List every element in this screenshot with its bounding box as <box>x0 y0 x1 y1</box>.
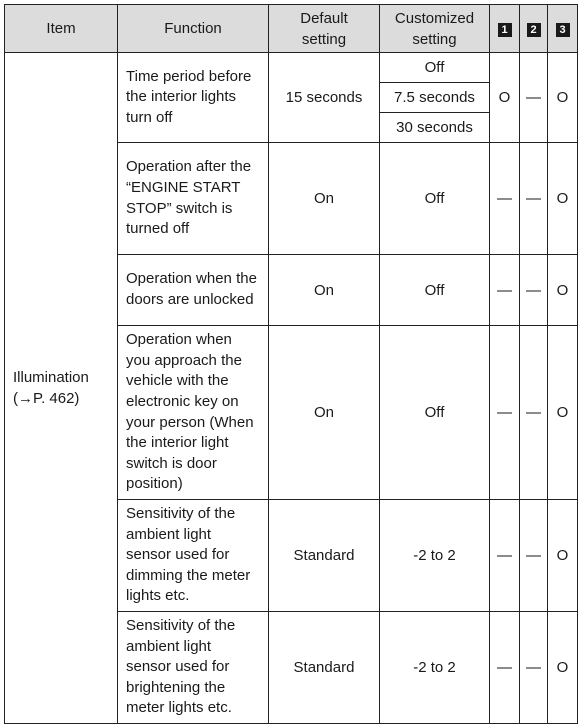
badge-2-icon: 2 <box>527 23 541 37</box>
mark-1-cell: — <box>490 612 520 724</box>
customized-cell: 30 seconds <box>380 113 490 143</box>
mark-1-cell: — <box>490 143 520 255</box>
mark-1-cell: O <box>490 53 520 143</box>
function-cell: Sensitivity of the ambient light sensor used for brightening the meter lights etc. <box>118 612 269 724</box>
function-cell: Operation after the “ENGINE START STOP” switch is turned off <box>118 143 269 255</box>
customized-cell: -2 to 2 <box>380 612 490 724</box>
function-cell: Sensitivity of the ambient light sensor used for dimming the meter lights etc. <box>118 500 269 612</box>
function-cell: Operation when you approach the vehicle with the electronic key on your person (When the interior light switch is door position) <box>118 326 269 500</box>
header-item: Item <box>5 5 118 53</box>
customized-cell: -2 to 2 <box>380 500 490 612</box>
customized-cell: Off <box>380 326 490 500</box>
mark-2-cell: — <box>520 143 548 255</box>
function-cell: Time period before the interior lights turn off <box>118 53 269 143</box>
badge-3-icon: 3 <box>556 23 570 37</box>
mark-1-cell: — <box>490 255 520 326</box>
header-col-2 <box>520 5 548 53</box>
customized-cell: Off <box>380 255 490 326</box>
header-function: Function <box>118 5 269 53</box>
mark-3-cell: O <box>548 143 578 255</box>
mark-1-cell: — <box>490 326 520 500</box>
default-cell: Standard <box>269 500 380 612</box>
default-cell: On <box>269 326 380 500</box>
mark-2-cell: — <box>520 255 548 326</box>
mark-3-cell: O <box>548 326 578 500</box>
mark-3-cell: O <box>548 255 578 326</box>
mark-2-cell: — <box>520 53 548 143</box>
default-cell: Standard <box>269 612 380 724</box>
mark-3-cell: O <box>548 500 578 612</box>
default-cell: On <box>269 143 380 255</box>
header-col-1 <box>490 5 520 53</box>
customized-cell: Off <box>380 53 490 83</box>
default-cell: On <box>269 255 380 326</box>
mark-2-cell: — <box>520 500 548 612</box>
header-customized-setting: Customized setting <box>380 5 490 53</box>
mark-3-cell: O <box>548 53 578 143</box>
function-cell: Operation when the doors are unlocked <box>118 255 269 326</box>
mark-3-cell: O <box>548 612 578 724</box>
header-row <box>5 5 578 53</box>
customized-cell: 7.5 seconds <box>380 83 490 113</box>
header-default-setting: Default setting <box>269 5 380 53</box>
default-cell: 15 seconds <box>269 53 380 143</box>
customized-cell: Off <box>380 143 490 255</box>
badge-1-icon: 1 <box>498 23 512 37</box>
mark-2-cell: — <box>520 612 548 724</box>
mark-2-cell: — <box>520 326 548 500</box>
settings-table <box>4 4 578 724</box>
header-col-3 <box>548 5 578 53</box>
mark-1-cell: — <box>490 500 520 612</box>
item-illumination: Illumination (→P. 462) <box>5 53 118 724</box>
table-row <box>5 53 578 83</box>
